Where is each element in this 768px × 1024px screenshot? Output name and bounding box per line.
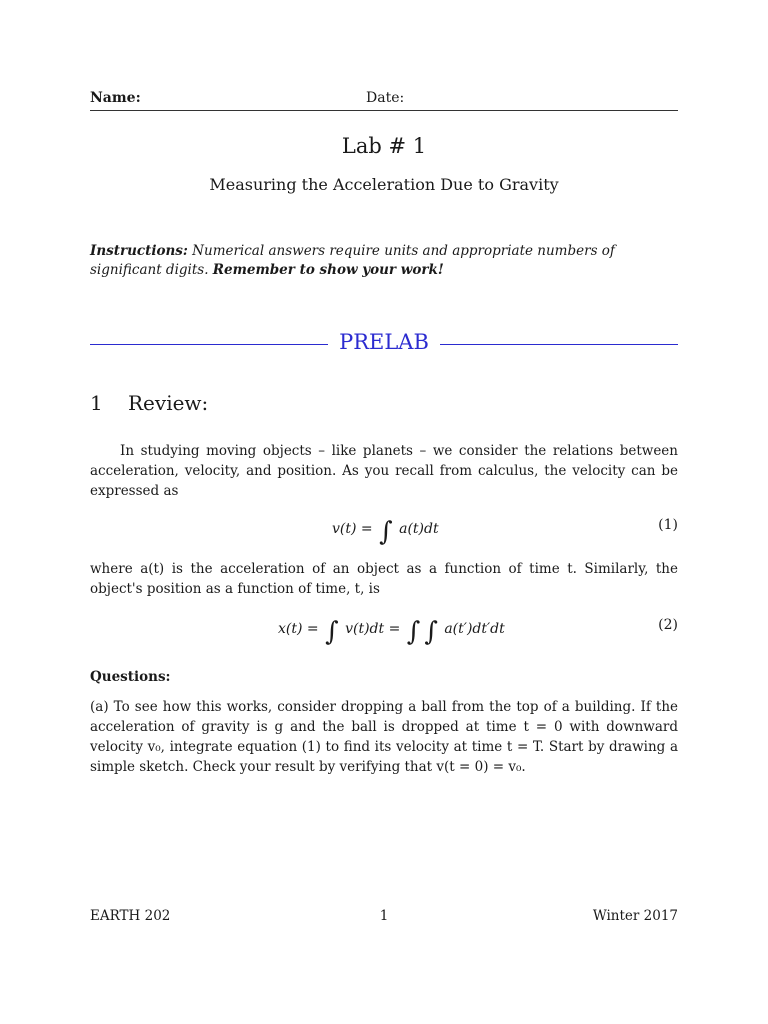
- equation-1-lhs: v(t) =: [332, 521, 373, 537]
- instructions-text: Numerical answers require units and appropriate numbers of significant digits.: [90, 243, 615, 278]
- prelab-rule-left: [90, 344, 328, 345]
- lab-title: Lab # 1: [341, 134, 427, 158]
- question-a: (a) To see how this works, consider dropping a ball from the top of a building. If the acceleration of gravity is g and the ball is dropped at time t = 0 with downward velocity v₀, integrate equation (1) to find its velocity at time t = T. Start by drawing a simple sketch. Check your result by verifying that v(t = 0) = v₀.: [90, 699, 678, 775]
- prelab-rule-right: [440, 344, 678, 345]
- header-row: [90, 90, 678, 110]
- instructions-emphasis: Remember to show your work!: [212, 262, 444, 278]
- equation-2-body: [278, 617, 505, 647]
- instructions-label: Instructions:: [90, 243, 188, 259]
- paragraph-2: where a(t) is the acceleration of an object as a function of time t. Similarly, the object's position as a function of time, t, is: [90, 561, 678, 597]
- integral-symbol: ∫: [325, 617, 339, 647]
- section-title: Review:: [128, 391, 209, 415]
- equation-2-number: (2): [658, 617, 678, 633]
- footer-course: EARTH 202: [90, 908, 171, 924]
- equation-2-rhs: a(t′)dt′dt: [444, 621, 505, 637]
- lab-subtitle: Measuring the Acceleration Due to Gravity: [209, 175, 559, 194]
- equation-2-mid: v(t)dt =: [345, 621, 401, 637]
- footer-page-number: 1: [379, 908, 389, 924]
- page-footer: [90, 908, 678, 928]
- footer-term: Winter 2017: [592, 908, 678, 924]
- section-heading: [90, 391, 208, 415]
- equation-1-rhs: a(t)dt: [399, 521, 439, 537]
- paragraph-1: In studying moving objects – like planets – we consider the relations between acceleration, velocity, and position. As you recall from calculus, the velocity can be expressed as: [90, 443, 678, 499]
- document-page: [90, 0, 678, 1024]
- integral-symbol: ∫: [424, 617, 438, 647]
- integral-symbol: ∫: [406, 617, 421, 647]
- section-number: 1: [90, 391, 103, 415]
- equation-2: [90, 612, 678, 647]
- name-label: Name:: [90, 90, 141, 106]
- instructions: [90, 242, 678, 280]
- prelab-divider: [90, 330, 678, 358]
- equation-1: [90, 512, 678, 547]
- equation-1-body: [332, 517, 439, 547]
- prelab-heading: PRELAB: [339, 330, 429, 354]
- header-rule: [90, 110, 678, 111]
- date-label: Date:: [366, 90, 405, 106]
- integral-symbol: ∫: [379, 517, 393, 547]
- equation-2-lhs: x(t) =: [278, 621, 319, 637]
- equation-1-number: (1): [658, 517, 678, 533]
- questions-heading: Questions:: [90, 669, 171, 685]
